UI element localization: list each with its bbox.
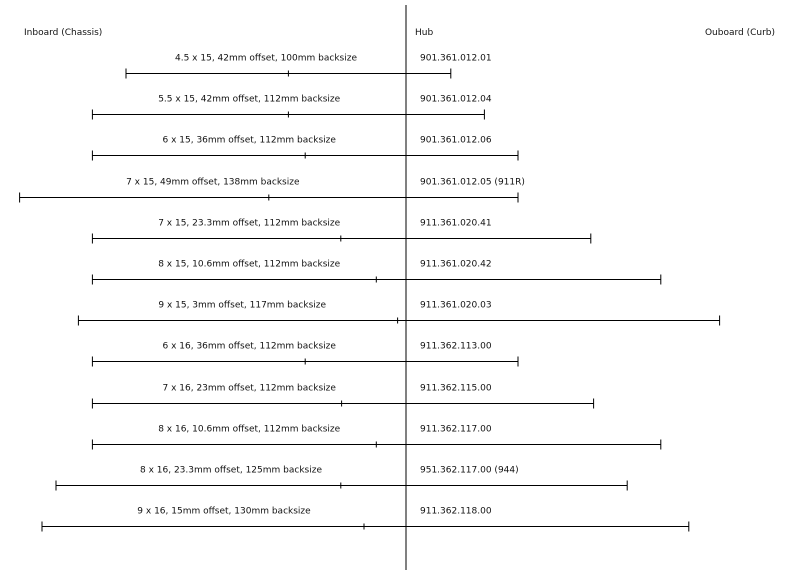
wheel-spec-label: 6 x 15, 36mm offset, 112mm backsize xyxy=(162,135,336,146)
part-number: 901.361.012.06 xyxy=(420,135,492,146)
wheel-row xyxy=(78,301,719,326)
wheel-spec-label: 5.5 x 15, 42mm offset, 112mm backsize xyxy=(158,94,341,105)
wheel-row xyxy=(92,136,518,161)
wheel-row xyxy=(126,54,492,79)
wheel-spec-label: 9 x 15, 3mm offset, 117mm backsize xyxy=(158,300,327,311)
hub-header: Hub xyxy=(415,28,434,38)
part-number: 911.362.113.00 xyxy=(420,341,492,352)
part-number: 901.361.012.01 xyxy=(420,53,492,64)
part-number: 911.361.020.41 xyxy=(420,218,492,229)
wheel-row xyxy=(42,507,689,532)
wheel-row xyxy=(92,260,660,285)
wheel-spec-label: 8 x 15, 10.6mm offset, 112mm backsize xyxy=(158,259,341,270)
wheel-spec-label: 8 x 16, 23.3mm offset, 125mm backsize xyxy=(140,465,322,476)
wheel-spec-label: 4.5 x 15, 42mm offset, 100mm backsize xyxy=(175,53,357,64)
wheel-row xyxy=(20,178,525,203)
wheel-spec-label: 7 x 15, 49mm offset, 138mm backsize xyxy=(126,177,300,188)
wheel-row xyxy=(92,219,590,244)
part-number: 911.362.115.00 xyxy=(420,383,492,394)
wheel-row xyxy=(92,342,518,367)
wheel-rows xyxy=(20,54,720,532)
part-number: 911.362.118.00 xyxy=(420,506,492,517)
wheel-spec-label: 6 x 16, 36mm offset, 112mm backsize xyxy=(162,341,336,352)
wheel-row xyxy=(56,466,627,491)
wheel-spec-label: 9 x 16, 15mm offset, 130mm backsize xyxy=(137,506,311,517)
wheel-spec-label: 8 x 16, 10.6mm offset, 112mm backsize xyxy=(158,424,341,435)
part-number: 951.362.117.00 (944) xyxy=(420,465,519,476)
part-number: 901.361.012.04 xyxy=(420,94,492,105)
wheel-row xyxy=(92,425,660,450)
wheel-row xyxy=(92,95,491,120)
wheel-spec-label: 7 x 16, 23mm offset, 112mm backsize xyxy=(162,383,336,394)
wheel-spec-label: 7 x 15, 23.3mm offset, 112mm backsize xyxy=(158,218,341,229)
part-number: 911.362.117.00 xyxy=(420,424,492,435)
wheel-row xyxy=(92,384,593,409)
outboard-header: Ouboard (Curb) xyxy=(704,28,775,38)
part-number: 911.361.020.03 xyxy=(420,300,492,311)
inboard-header: Inboard (Chassis) xyxy=(24,28,103,38)
part-number: 911.361.020.42 xyxy=(420,259,492,270)
part-number: 901.361.012.05 (911R) xyxy=(420,177,525,188)
